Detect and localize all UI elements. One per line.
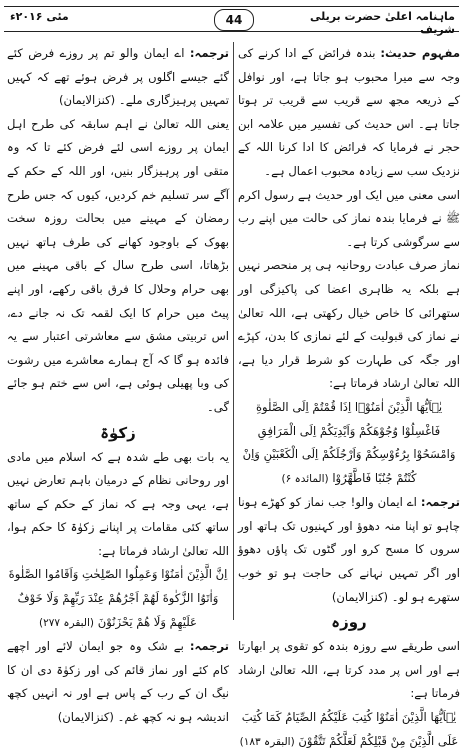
column-divider <box>233 42 234 620</box>
issue-date: مئی ۲۰۱۶ء <box>10 10 69 23</box>
arabic-verse <box>238 396 460 491</box>
translation-credit: (کنزالایمان) <box>331 589 389 604</box>
body-paragraph: اسی معنی میں ایک اور حدیث ہے رسول اکرم ﷺ نے فرمایا بندہ نماز کی حالت میں اپنے رب سے سرگوشی کرتا ہے۔ <box>238 187 460 249</box>
translation-label: ترجمہ: <box>420 495 460 510</box>
translation-paragraph <box>7 635 229 729</box>
hadith-paragraph <box>238 42 460 184</box>
body-paragraph: اسی طریقے سے روزہ بندہ کو تقوی پر ابھارتا ہے اور اس پر مدد کرتا ہے، اللہ تعالیٰ ارشاد فرماتا ہے: <box>238 639 460 701</box>
translation-credit: (کنزالایمان) <box>58 93 116 108</box>
translation-text: اے ایمان والو! جب نماز کو کھڑے ہونا چاہو تو اپنا منہ دھوؤ اور کہنیوں تک ہاتھ اور سروں کا مسح کرو اور گٹوں تک پاؤں دھوؤ اور اگر تمہیں نہانے کی حاجت ہو تو خوب ستھرے ہو لو۔ <box>238 495 460 604</box>
translation-label: ترجمہ: <box>189 639 230 654</box>
translation-paragraph <box>7 42 229 113</box>
page-number: 44 <box>214 9 254 31</box>
translation-text: اے ایمان والو تم پر روزے فرض کئے گئے جیسے اگلوں پر فرض ہوئے تھے کہ کہیں تمہیں پرہیزگاری ملے۔ <box>7 46 229 108</box>
translation-credit: (کنزالایمان) <box>57 710 114 725</box>
body-paragraph: یہ بات بھی طے شدہ ہے کہ اسلام میں مادی اور روحانی نظام کے درمیان باہم تعارض نہیں ہے، یہی وجہ ہے کہ نماز کے حکم کے ساتھ ساتھ کئی مقامات پر اپنانے زکوٰۃ کا حکم ہوا، اللہ تعالیٰ ارشاد فرماتا ہے: <box>7 449 229 558</box>
section-heading-zakat: زکوٰۃ <box>100 423 136 442</box>
body-paragraph: نماز صرف عبادت روحانیہ ہی پر منحصر نہیں ہے بلکہ یہ ظاہری اعضا کی پاکیزگی اور ستھرائی کا خاص خیال رکھتی ہے، اللہ تعالیٰ نے نماز کی قبولیت کے لئے نمازی کا بدن، کپڑے اور جگہ کی طہارت کو شرط قرار دیا ہے، اللہ تعالیٰ ارشاد فرماتا ہے: <box>238 258 460 391</box>
body-paragraph: یعنی اللہ تعالیٰ نے اہم سابقہ کی طرح اہل ایمان پر روزے اسی لئے فرض کئے تا کہ وہ متقی اور پرہیزگار بنیں، اور اللہ کے حکم کے آگے سر تسلیم خم کردیں، کیوں کہ جس طرح رمضان کے مہینے میں بحالت روزہ سخت بھوک کے باوجود کھانے کی طرف ہاتھ نہیں بڑھاتا، اسی طرح سال کے باقی مہینے میں بھی حرام وحلال کا فرق باقی رکھے، اور اپنے پیٹ میں حرام کا ایک لقمہ تک نہ جانے دے، اس تربیتی مشق سے معاشرتی اعتبار سے یہ فائدہ ہو گا کہ آج ہمارے معاشرے میں رشوت کی وبا پھیلی ہوئی ہے، اس سے ختم ہو جائے گی۔ <box>7 116 229 414</box>
hadith-text: بندہ فرائض کے ادا کرنے کی وجہ سے میرا محبوب ہو جاتا ہے، اور نوافل کے ذریعہ مجھ سے قریب سے قریب تر ہوتا جاتا ہے۔ اس حدیث کی تفسیر میں علامہ ابن حجر نے فرمایا کہ فرائض کا ادا کرنا اللہ کے نزدیک سب سے زیادہ محبوب اعمال ہے۔ <box>238 46 460 178</box>
translation-paragraph <box>238 491 460 609</box>
translation-label: ترجمہ: <box>189 46 230 60</box>
arabic-verse <box>7 563 229 635</box>
section-heading-roza: روزہ <box>331 613 367 632</box>
page-header <box>0 0 465 38</box>
arabic-verse <box>238 706 460 754</box>
left-column <box>7 42 230 725</box>
verse-reference: (البقرہ ۱۸۳) <box>239 735 295 748</box>
arabic-verse-text: یٰۤاَیُّهَا الَّذِیْنَ اٰمَنُوْا كُتِبَ عَلَیْكُمُ الصِّیَامُ كَمَا كُتِبَ عَلَى الَّذِیْنَ مِنْ قَبْلِكُمْ لَعَلَّكُمْ تَتَّقُوْنَ <box>241 710 459 748</box>
right-column <box>238 42 460 748</box>
magazine-title: ماہنامہ اعلیٰ حضرت بریلی شریف <box>309 10 455 36</box>
hadith-label: مفہوم حدیث: <box>380 46 460 60</box>
translation-text: بے شک وہ جو ایمان لائے اور اچھے کام کئے اور نماز قائم کی اور زکوٰۃ دی ان کا نیگ ان کے رب کے پاس ہے اور نہ انہیں کچھ اندیشہ ہو نہ کچھ غم۔ <box>7 639 229 725</box>
verse-reference: (البقرہ ۲۷۷) <box>39 616 95 629</box>
arabic-verse-text: یٰۤاَیُّهَا الَّذِیْنَ اٰمَنُوْۤا اِذَا قُمْتُمْ اِلَى الصَّلٰوةِ فَاغْسِلُوْا وُجُوْهَكُمْ وَاَیْدِیَكُمْ اِلَى الْمَرَافِقِ وَامْسَحُوْا بِرُءُوْسِكُمْ وَاَرْجُلَكُمْ اِلَى الْكَعْبَیْنِ وَاِنْ كُنْتُمْ جُنُبًا فَاطَّهَّرُوْا <box>242 399 456 485</box>
verse-reference: (المائدہ ۶) <box>281 472 329 485</box>
arabic-verse-text: اِنَّ الَّذِیْنَ اٰمَنُوْا وَعَمِلُوا الصّٰلِحٰتِ وَاَقَامُوا الصَّلٰوةَ وَاٰتَوُا الزَّكٰوةَ لَهُمْ اَجْرُهُمْ عِنْدَ رَبِّهِمْ وَلَا خَوْفٌ عَلَیْهِمْ وَلَا هُمْ یَحْزَنُوْنَ <box>8 567 228 629</box>
